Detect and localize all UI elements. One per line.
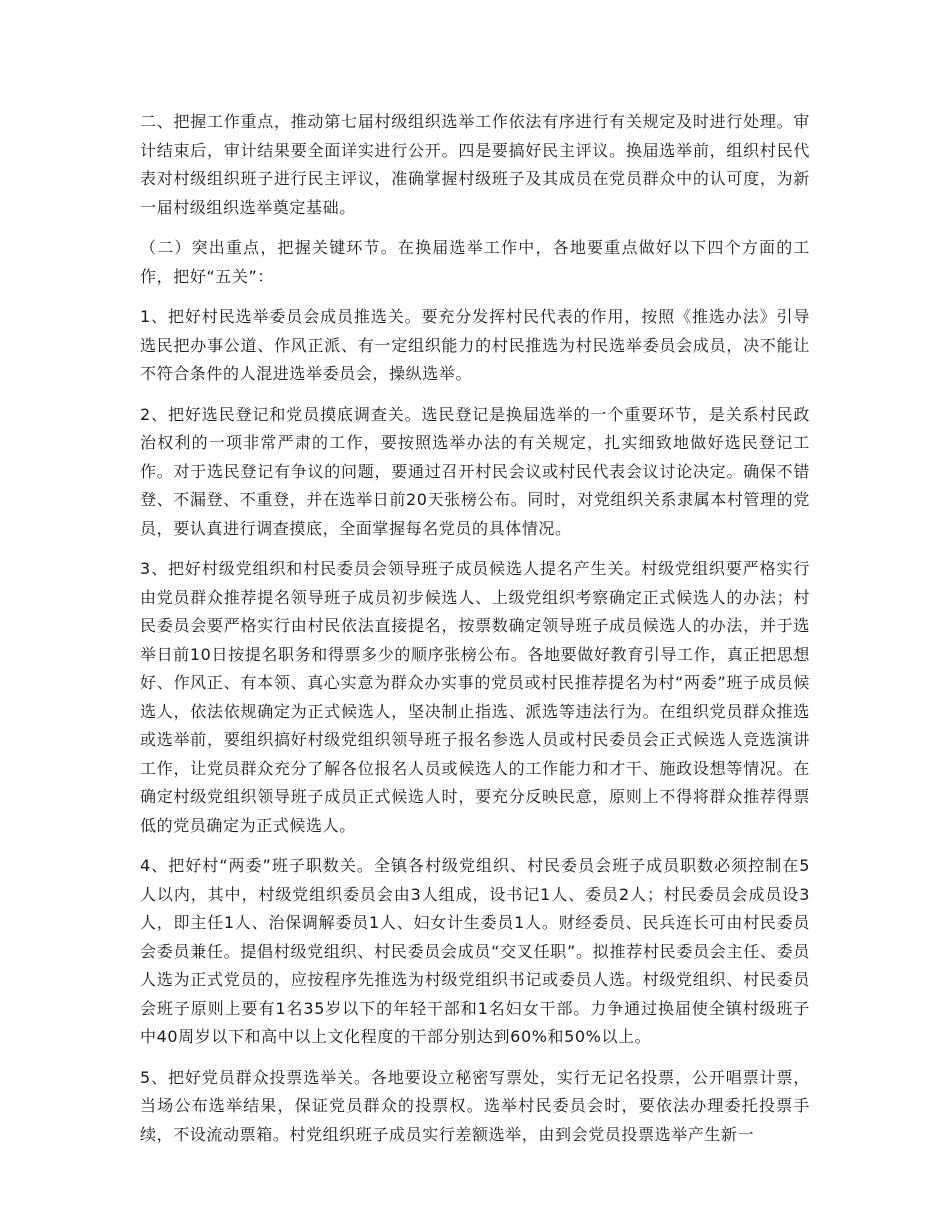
paragraph-1: 二、把握工作重点，推动第七届村级组织选举工作依法有序进行有关规定及时进行处理。审计结束后，审计结果要全面详实进行公开。四是要搞好民主评议。换届选举前，组织村民代表对村级组织班子进行民主评议，准确掌握村级班子及其成员在党员群众中的认可度，为新一届村级组织选举奠定基础。 xyxy=(140,112,810,217)
paragraph-7: 5、把好党员群众投票选举关。各地要设立秘密写票处，实行无记名投票，公开唱票计票，当场公布选举结果，保证党员群众的投票权。选举村民委员会时，要依法办理委托投票手续，不设流动票箱。村党组织班子成员实行差额选举，由到会党员投票选举产生新一 xyxy=(140,1067,810,1144)
paragraph-3: 1、把好村民选举委员会成员推选关。要充分发挥村民代表的作用，按照《推选办法》引导选民把办事公道、作风正派、有一定组织能力的村民推选为村民选举委员会成员，决不能让不符合条件的人混进选举委员会，操纵选举。 xyxy=(140,307,810,383)
paragraph-5: 3、把好村级党组织和村民委员会领导班子成员候选人提名产生关。村级党组织要严格实行由党员群众推荐提名领导班子成员初步候选人、上级党组织考察确定正式候选人的办法；村民委员会要严格实行由村民依法直接提名，按票数确定领导班子成员候选人的办法，并于选举日前10日按提名职务和得票多少的顺序张榜公布。各地要做好教育引导工作，真正把思想好、作风正、有本领、真心实意为群众办实事的党员或村民推荐提名为村“两委”班子成员候选人，依法依规确定为正式候选人，坚决制止指选、派选等违法行为。在组织党员群众推选或选举前，要组织搞好村级党组织领导班子报名参选人员或村民委员会正式候选人竞选演讲工作，让党员群众充分了解各位报名人员或候选人的工作能力和才干、施政设想等情况。在确定村级党组织领导班子成员正式候选人时，要充分反映民意，原则上不得将群众推荐得票低的党员确定为正式候选人。 xyxy=(140,559,810,835)
paragraph-4: 2、把好选民登记和党员摸底调查关。选民登记是换届选举的一个重要环节，是关系村民政治权利的一项非常严肃的工作，要按照选举办法的有关规定，扎实细致地做好选民登记工作。对于选民登记有争议的问题，要通过召开村民会议或村民代表会议讨论决定。确保不错登、不漏登、不重登，并在选举日前20天张榜公布。同时，对党组织关系隶属本村管理的党员，要认真进行调查摸底，全面掌握每名党员的具体情况。 xyxy=(140,404,810,538)
paragraph-6: 4、把好村“两委”班子职数关。全镇各村级党组织、村民委员会班子成员职数必须控制在5人以内，其中，村级党组织委员会由3人组成，设书记1人、委员2人；村民委员会成员设3人，即主任1人、治保调解委员1人、妇女计生委员1人。财经委员、民兵连长可由村民委员会委员兼任。提倡村级党组织、村民委员会成员“交叉任职”。拟推荐村民委员会主任、委员人选为正式党员的，应按程序先推选为村级党组织书记或委员人选。村级党组织、村民委员会班子原则上要有1名35岁以下的年轻干部和1名妇女干部。力争通过换届使全镇村级班子中40周岁以下和高中以上文化程度的干部分别达到60%和50%以上。 xyxy=(140,856,810,1046)
paragraph-2: （二）突出重点，把握关键环节。在换届选举工作中，各地要重点做好以下四个方面的工作，把好“五关”： xyxy=(140,238,810,286)
